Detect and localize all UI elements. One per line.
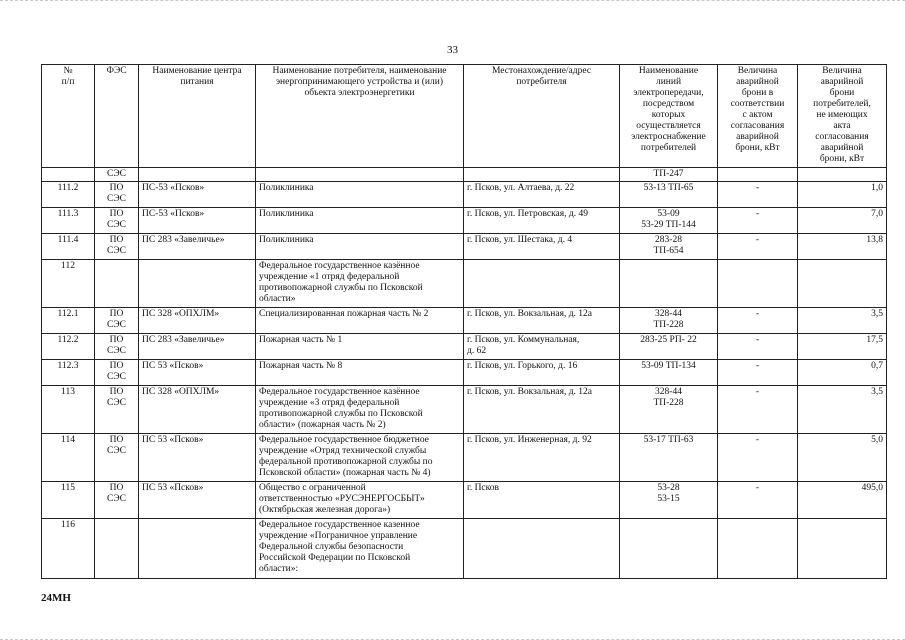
table-row	[42, 334, 887, 360]
consumer-cell: Поликлиника	[256, 208, 464, 234]
fes-cell: ПО СЭС	[95, 434, 139, 482]
header-col-reserve-no-act: Величина аварийной брони потребителей, не имеющих акта согласования аварийной брони, кВт	[798, 65, 887, 168]
lines-cell: 53-28 53-15	[620, 482, 718, 519]
header-col-consumer: Наименование потребителя, наименование энергопринимающего устройства и (или) объекта электроэнергетики	[256, 65, 464, 168]
table-row	[42, 234, 887, 260]
power-center-cell: ПС-53 «Псков»	[139, 182, 256, 208]
consumer-cell: Поликлиника	[256, 182, 464, 208]
footer-code: 24МН	[41, 592, 71, 604]
no-act-reserve-cell: 495,0	[798, 482, 887, 519]
reserve-cell	[718, 168, 798, 182]
consumer-cell	[256, 168, 464, 182]
fes-cell	[95, 260, 139, 308]
table-row	[42, 308, 887, 334]
consumer-cell: Специализированная пожарная часть № 2	[256, 308, 464, 334]
consumer-cell: Федеральное государственное казенное учреждение «Пограничное управление Федеральной службы безопасности Российской Федерации по Псковской области»:	[256, 519, 464, 579]
power-center-cell: ПС 53 «Псков»	[139, 482, 256, 519]
power-center-cell: ПС 283 «Завеличье»	[139, 234, 256, 260]
row-number: 112.3	[42, 360, 95, 386]
lines-cell: 283-25 РП- 22	[620, 334, 718, 360]
consumer-cell: Пожарная часть № 1	[256, 334, 464, 360]
power-center-cell: ПС 328 «ОПХЛМ»	[139, 308, 256, 334]
no-act-reserve-cell: 7,0	[798, 208, 887, 234]
row-number: 115	[42, 482, 95, 519]
lines-cell: 283-28 ТП-654	[620, 234, 718, 260]
power-center-cell: ПС 328 «ОПХЛМ»	[139, 386, 256, 434]
fes-cell	[95, 519, 139, 579]
header-col-power-center: Наименование центра питания	[139, 65, 256, 168]
fes-cell: ПО СЭС	[95, 334, 139, 360]
table-row	[42, 434, 887, 482]
reserve-cell: -	[718, 360, 798, 386]
no-act-reserve-cell: 3,5	[798, 308, 887, 334]
header-col-number: № п/п	[42, 65, 95, 168]
row-number: 116	[42, 519, 95, 579]
table-row	[42, 168, 887, 182]
power-center-cell	[139, 260, 256, 308]
address-cell	[464, 260, 620, 308]
lines-cell: ТП-247	[620, 168, 718, 182]
no-act-reserve-cell: 1,0	[798, 182, 887, 208]
address-cell: г. Псков, ул. Шестака, д. 4	[464, 234, 620, 260]
no-act-reserve-cell: 13,8	[798, 234, 887, 260]
reserve-table	[41, 64, 887, 579]
reserve-cell: -	[718, 182, 798, 208]
reserve-cell	[718, 260, 798, 308]
no-act-reserve-cell: 0,7	[798, 360, 887, 386]
no-act-reserve-cell: 17,5	[798, 334, 887, 360]
no-act-reserve-cell	[798, 519, 887, 579]
table-row	[42, 182, 887, 208]
reserve-cell: -	[718, 482, 798, 519]
consumer-cell: Пожарная часть № 8	[256, 360, 464, 386]
lines-cell: 53-09 ТП-134	[620, 360, 718, 386]
lines-cell: 53-09 53-29 ТП-144	[620, 208, 718, 234]
row-number: 113	[42, 386, 95, 434]
row-number: 112.2	[42, 334, 95, 360]
address-cell: г. Псков, ул. Алтаева, д. 22	[464, 182, 620, 208]
header-col-address: Местонахождение/адрес потребителя	[464, 65, 620, 168]
table-row	[42, 519, 887, 579]
lines-cell: 53-13 ТП-65	[620, 182, 718, 208]
table-row	[42, 386, 887, 434]
reserve-cell: -	[718, 334, 798, 360]
reserve-cell: -	[718, 208, 798, 234]
power-center-cell: ПС 53 «Псков»	[139, 434, 256, 482]
fes-cell: ПО СЭС	[95, 386, 139, 434]
table-row	[42, 482, 887, 519]
table-body	[42, 168, 887, 579]
reserve-cell: -	[718, 434, 798, 482]
address-cell: г. Псков, ул. Горького, д. 16	[464, 360, 620, 386]
fes-cell: СЭС	[95, 168, 139, 182]
fes-cell: ПО СЭС	[95, 308, 139, 334]
lines-cell: 328-44 ТП-228	[620, 308, 718, 334]
no-act-reserve-cell: 5,0	[798, 434, 887, 482]
header-col-fes: ФЭС	[95, 65, 139, 168]
reserve-cell: -	[718, 308, 798, 334]
consumer-cell: Общество с ограниченной ответственностью «РУСЭНЕРГОСБЫТ» (Октябрьская железная дорога»)	[256, 482, 464, 519]
row-number: 111.2	[42, 182, 95, 208]
lines-cell	[620, 519, 718, 579]
header-col-reserve-act: Величина аварийной брони в соответствии с актом согласования аварийной брони, кВт	[718, 65, 798, 168]
power-center-cell: ПС-53 «Псков»	[139, 208, 256, 234]
header-col-lines: Наименование линий электропередачи, посредством которых осуществляется электроснабжение потребителей	[620, 65, 718, 168]
lines-cell	[620, 260, 718, 308]
scan-bottom-edge	[0, 633, 905, 640]
address-cell: г. Псков	[464, 482, 620, 519]
lines-cell: 53-17 ТП-63	[620, 434, 718, 482]
reserve-cell	[718, 519, 798, 579]
page-number: 33	[447, 44, 458, 56]
power-center-cell	[139, 519, 256, 579]
lines-cell: 328-44 ТП-228	[620, 386, 718, 434]
table-header-row	[42, 65, 887, 168]
no-act-reserve-cell	[798, 168, 887, 182]
fes-cell: ПО СЭС	[95, 208, 139, 234]
row-number: 112	[42, 260, 95, 308]
address-cell	[464, 168, 620, 182]
address-cell: г. Псков, ул. Инженерная, д. 92	[464, 434, 620, 482]
consumer-cell: Федеральное государственное казённое учреждение «1 отряд федеральной противопожарной службы по Псковской области»	[256, 260, 464, 308]
reserve-cell: -	[718, 386, 798, 434]
reserve-cell: -	[718, 234, 798, 260]
power-center-cell: ПС 283 «Завеличье»	[139, 334, 256, 360]
row-number: 114	[42, 434, 95, 482]
no-act-reserve-cell	[798, 260, 887, 308]
address-cell: г. Псков, ул. Петровская, д. 49	[464, 208, 620, 234]
scan-top-edge	[0, 0, 905, 9]
power-center-cell	[139, 168, 256, 182]
power-center-cell: ПС 53 «Псков»	[139, 360, 256, 386]
row-number: 112.1	[42, 308, 95, 334]
fes-cell: ПО СЭС	[95, 482, 139, 519]
table-row	[42, 208, 887, 234]
row-number: 111.3	[42, 208, 95, 234]
no-act-reserve-cell: 3,5	[798, 386, 887, 434]
address-cell	[464, 519, 620, 579]
fes-cell: ПО СЭС	[95, 234, 139, 260]
address-cell: г. Псков, ул. Вокзальная, д. 12а	[464, 308, 620, 334]
fes-cell: ПО СЭС	[95, 182, 139, 208]
table-row	[42, 360, 887, 386]
consumer-cell: Федеральное государственное казённое учреждение «3 отряд федеральной противопожарной службы по Псковской области» (пожарная часть № 2)	[256, 386, 464, 434]
address-cell: г. Псков, ул. Вокзальная, д. 12а	[464, 386, 620, 434]
row-number: 111.4	[42, 234, 95, 260]
consumer-cell: Поликлиника	[256, 234, 464, 260]
fes-cell: ПО СЭС	[95, 360, 139, 386]
table-row	[42, 260, 887, 308]
address-cell: г. Псков, ул. Коммунальная, д. 62	[464, 334, 620, 360]
row-number	[42, 168, 95, 182]
consumer-cell: Федеральное государственное бюджетное учреждение «Отряд технической службы федеральной противопожарной службы по Псковской области» (пожарная часть № 4)	[256, 434, 464, 482]
